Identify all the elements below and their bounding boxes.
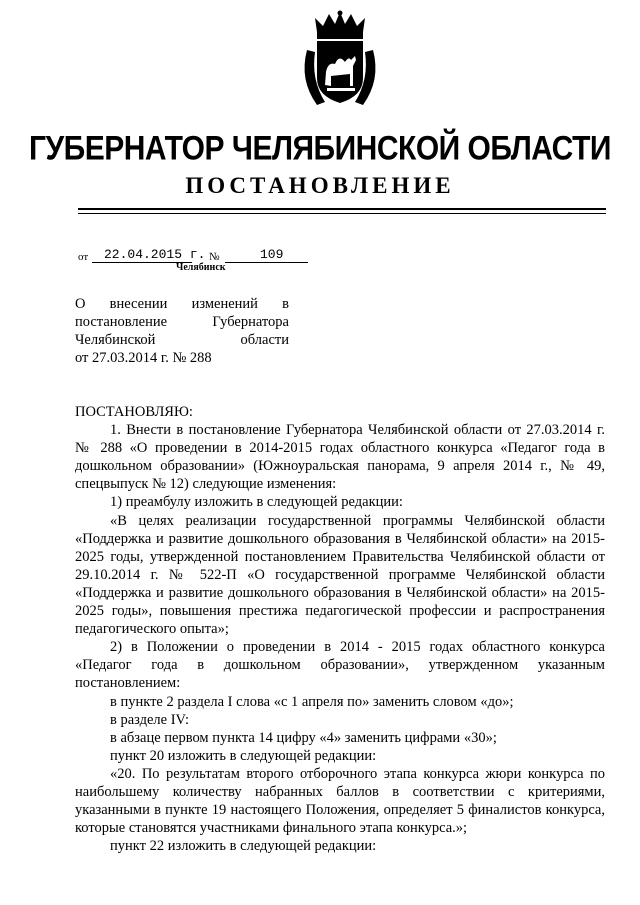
paragraph: 1. Внести в постановление Губернатора Челябинской области от 27.03.2014 г. № 288 «О проведении в 2014-2015 годах областного конкурса «Педагог года в дошкольном образовании» (Южноуральская панорама, 9 апреля 2014 г., № 49, спецвыпуск № 12) следующие изменения:	[75, 422, 605, 493]
paragraph: «В целях реализации государственной программы Челябинской области «Поддержка и развитие дошкольного образования в Челябинской области» на 2015-2025 годы, утвержденной постановлением Правительства Челябинской области от 29.10.2014 г. № 522-П «О государственной программе Челябинской области «Поддержка и развитие дошкольного образования в Челябинской области» на 2015-2025 годы», повышения престижа педагогической профессии и распространения педагогического опыта»;	[75, 512, 605, 638]
paragraph: в абзаце первом пункта 14 цифру «4» заменить цифрами «30»;	[110, 729, 497, 746]
resolution-heading: ПОСТАНОВЛЯЮ:	[75, 404, 193, 420]
chelyabinsk-coat-of-arms-icon	[295, 10, 385, 110]
number-underline	[225, 262, 308, 263]
document-title: ГУБЕРНАТОР ЧЕЛЯБИНСКОЙ ОБЛАСТИ	[29, 129, 611, 168]
paragraph: 1) преамбулу изложить в следующей редакции:	[110, 494, 403, 511]
document-type: ПОСТАНОВЛЕНИЕ	[185, 173, 455, 198]
subject-word: области	[240, 332, 289, 348]
city: Челябинск	[176, 262, 226, 273]
number-prefix: №	[209, 251, 220, 263]
paragraph: 2) в Положении о проведении в 2014 - 2015 годах областного конкурса «Педагог года в дошкольном образовании», утвержденном указанным постановлением:	[75, 639, 605, 692]
subject-word: изменений	[191, 296, 258, 312]
paragraph: пункт 20 изложить в следующей редакции:	[110, 747, 377, 764]
subject-word: внесении	[109, 296, 168, 312]
header-rule-thin	[78, 213, 606, 214]
document-subject	[75, 295, 289, 367]
subject-word: Челябинской	[75, 332, 156, 348]
subject-word: от 27.03.2014 г. № 288	[75, 350, 212, 366]
paragraph: пункт 22 изложить в следующей редакции:	[110, 838, 377, 855]
number-value: 109	[260, 247, 284, 262]
subject-word: в	[282, 296, 289, 312]
date-number-row	[78, 248, 378, 266]
header-rule-thick	[78, 208, 606, 210]
paragraph: «20. По результатам второго отборочного этапа конкурса жюри конкурса по наибольшему количеству набранных баллов в соответствии с критериями, указанными в пункте 19 настоящего Положения, определяет 5 финалистов конкурса, которые становятся участниками финального этапа конкурса.»;	[75, 765, 605, 837]
subject-word: Губернатора	[212, 314, 289, 330]
date-prefix: от	[78, 251, 89, 263]
subject-word: О	[75, 296, 86, 312]
paragraph: в пункте 2 раздела I слова «с 1 апреля по» заменить словом «до»;	[110, 693, 514, 710]
document-body	[75, 403, 605, 855]
paragraph: в разделе IV:	[110, 711, 189, 728]
subject-word: постановление	[75, 314, 168, 330]
date-value: 22.04.2015 г.	[104, 247, 206, 262]
